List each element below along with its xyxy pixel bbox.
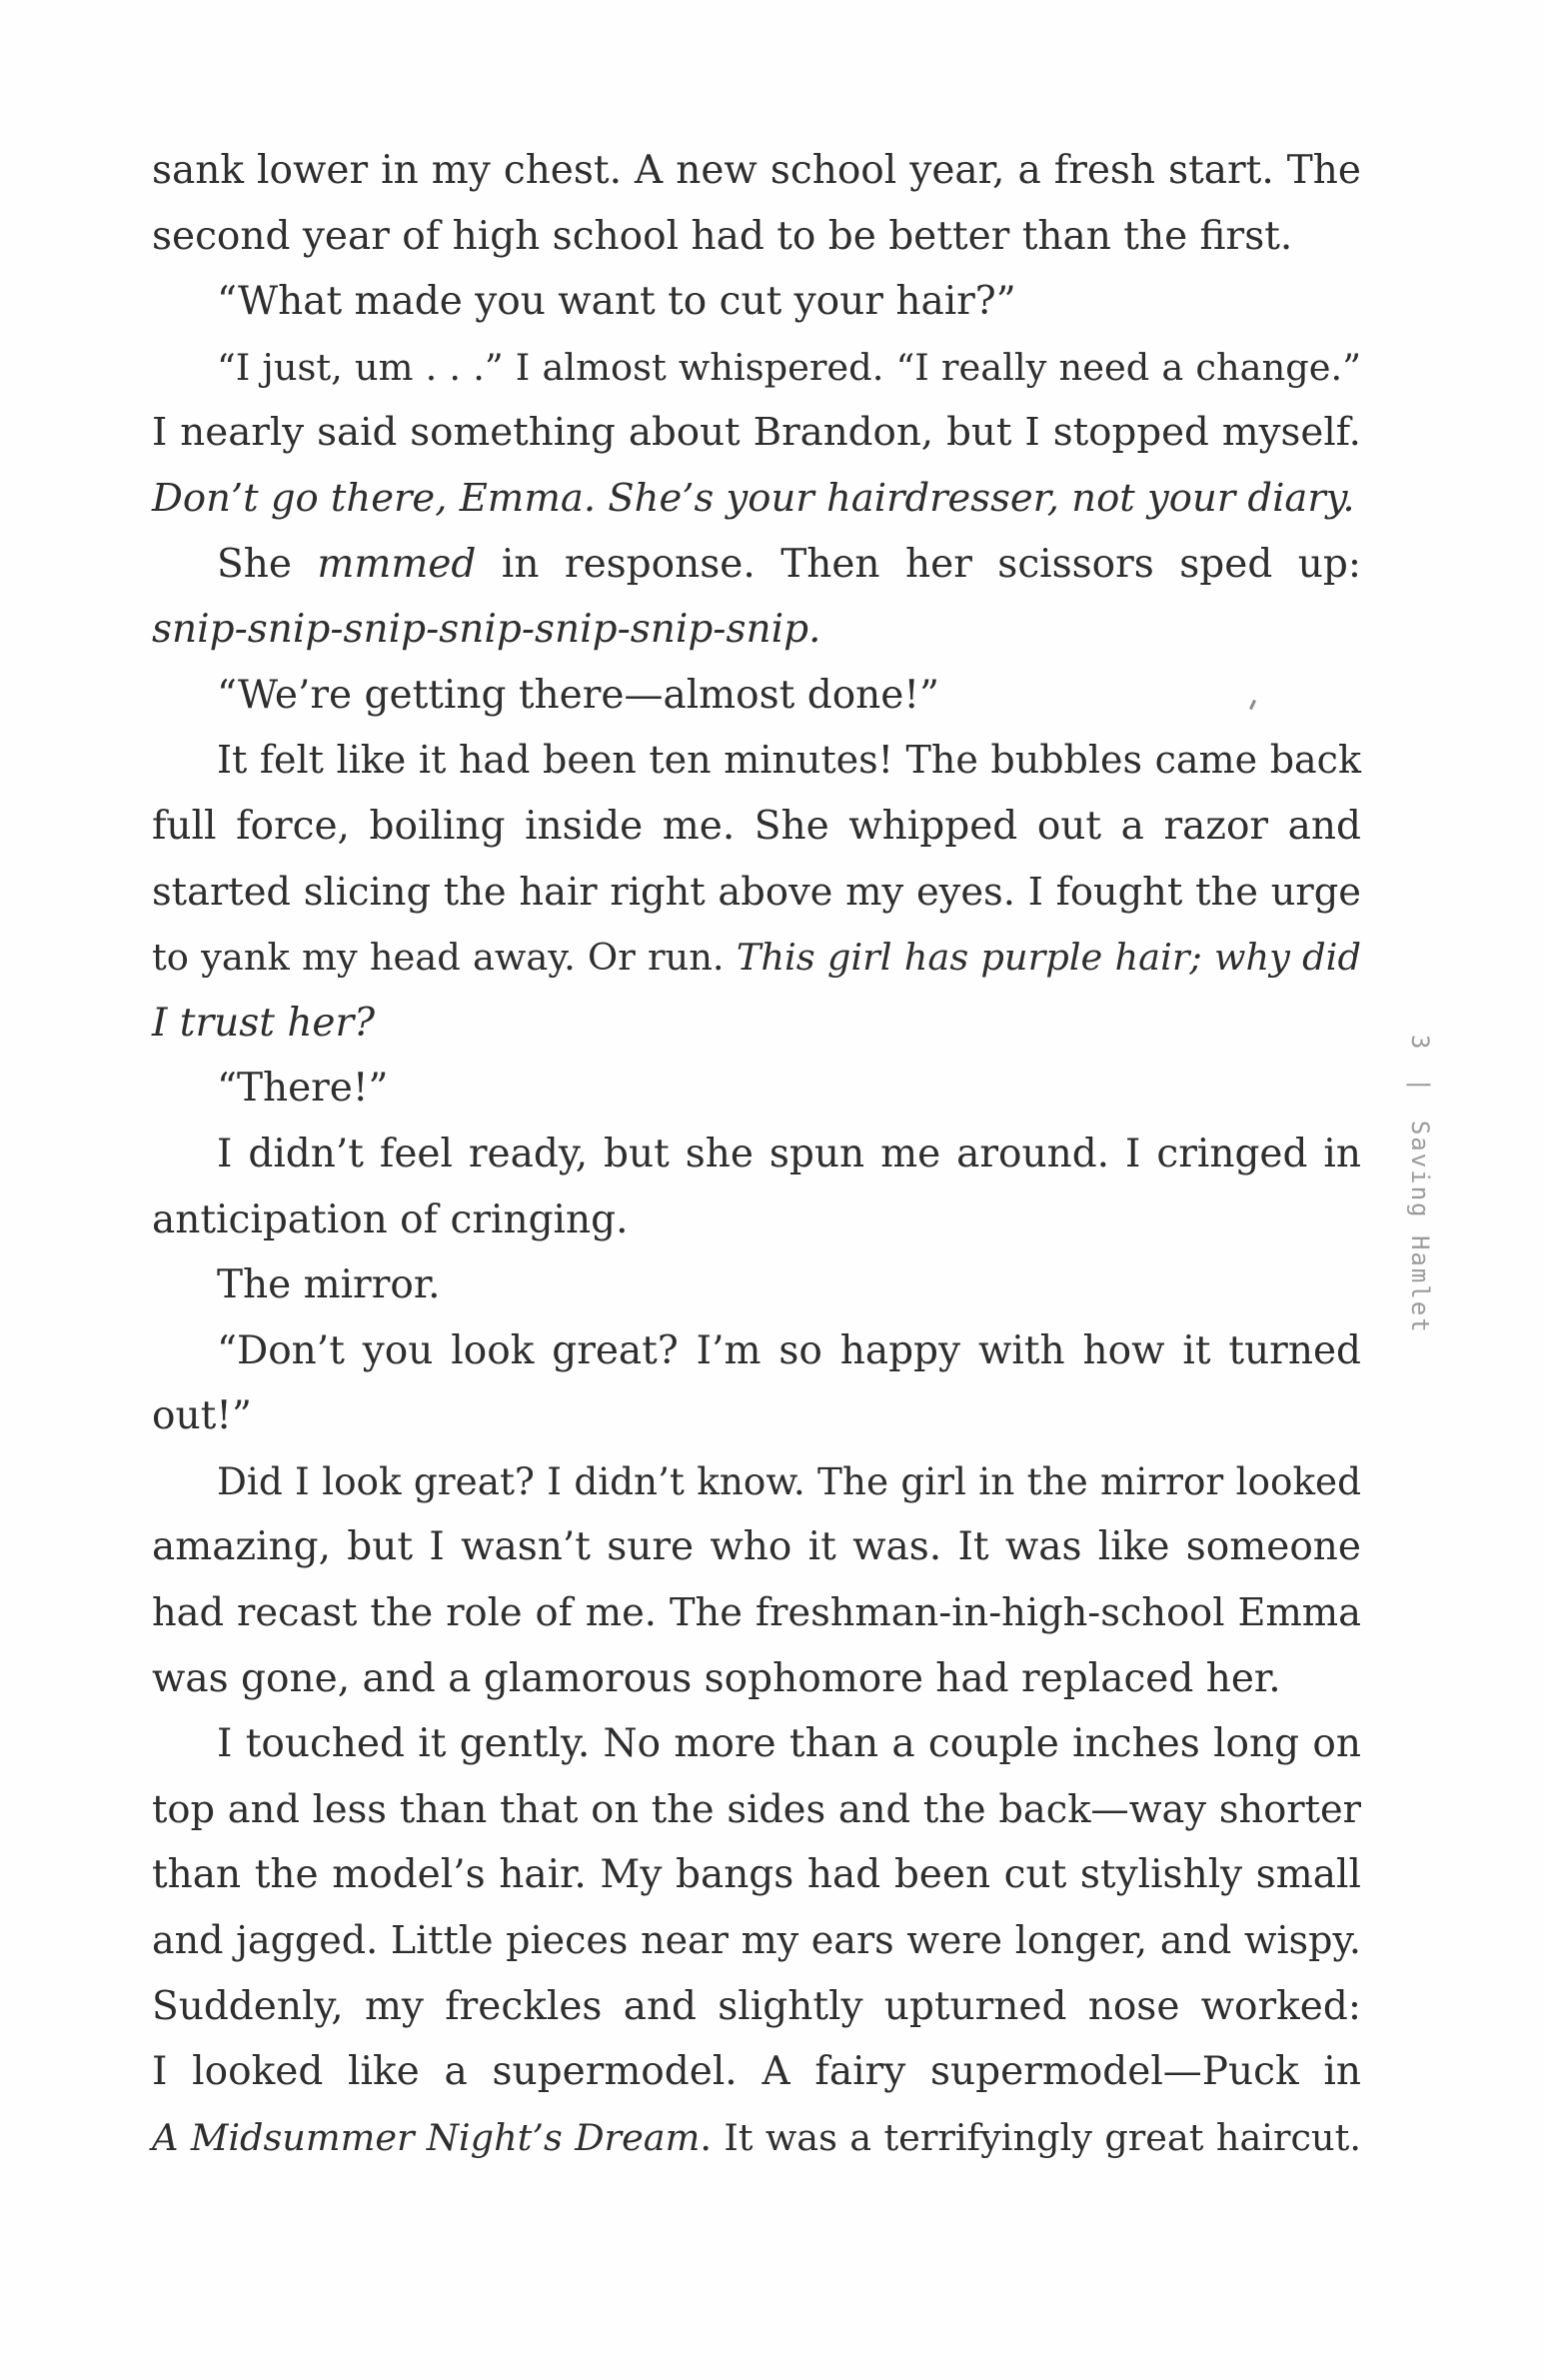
italic-title: A Midsummer Night’s Dream [152, 2115, 701, 2159]
text-line: It felt like it had been ten minutes! The bubbles came back [217, 738, 1361, 783]
running-head [1394, 1035, 1434, 1414]
text-line [152, 466, 1361, 532]
text-line [152, 925, 1361, 991]
text-line: anticipation of cringing. [152, 1196, 629, 1242]
text-line: and jagged. Little pieces near my ears were longer, and wispy. [152, 1918, 1361, 1963]
body-text [152, 138, 1361, 2170]
italic-word: mmmed [317, 541, 477, 587]
running-head-separator: | [1406, 1077, 1434, 1095]
text-line: out!” [152, 1393, 252, 1439]
page-number: 3 [1406, 1035, 1434, 1052]
text-line: amazing, but I wasn’t sure who it was. It was like someone [152, 1524, 1361, 1570]
text-line: “There!” [217, 1066, 389, 1112]
text-line [152, 2105, 1361, 2171]
text-line: full force, boiling inside me. She whipped out a razor and [152, 803, 1361, 849]
text-line: top and less than that on the sides and the back—way shorter [152, 1786, 1361, 1832]
text-line: had recast the role of me. The freshman-in-high-school Emma [152, 1590, 1361, 1636]
text-segment: in response. Then her scissors sped up: [476, 541, 1361, 587]
text-line [152, 532, 1361, 598]
text-line: Suddenly, my freckles and slightly upturned nose worked: [152, 1983, 1361, 2029]
text-segment: . It was a terrifyingly great haircut. [700, 2115, 1361, 2159]
book-title: Saving Hamlet [1406, 1120, 1434, 1334]
text-line: was gone, and a glamorous sophomore had replaced her. [152, 1655, 1281, 1701]
text-line: I didn’t feel ready, but she spun me around. I cringed in [217, 1131, 1361, 1177]
text-line: sank lower in my chest. A new school year, a fresh start. The [152, 148, 1361, 193]
text-line: I nearly said something about Brandon, but I stopped myself. [152, 410, 1361, 456]
italic-thought: I trust her? [152, 1000, 376, 1046]
italic-thought: This girl has purple hair; why did [736, 936, 1361, 980]
text-line: Did I look great? I didn’t know. The girl in the mirror looked [217, 1458, 1361, 1503]
text-line: “What made you want to cut your hair?” [217, 279, 1016, 325]
italic-thought: Don’t go there, Emma. She’s your hairdresser, not your diary. [152, 475, 1355, 521]
text-line: started slicing the hair right above my eyes. I fought the urge [152, 869, 1361, 915]
text-segment: She [217, 541, 318, 587]
text-line [152, 597, 1361, 663]
text-line: The mirror. [217, 1262, 441, 1308]
italic-sound: snip-snip-snip-snip-snip-snip-snip. [152, 607, 821, 653]
text-line: I touched it gently. No more than a couple inches long on [217, 1721, 1361, 1767]
text-line: “We’re getting there—almost done!” [217, 672, 939, 718]
text-line [152, 991, 1361, 1057]
text-line: second year of high school had to be better than the first. [152, 213, 1293, 259]
text-segment: to yank my head away. Or run. [152, 936, 737, 980]
text-line: “Don’t you look great? I’m so happy with how it turned [217, 1327, 1361, 1373]
text-line: “I just, um . . .” I almost whispered. “I really need a change.” [217, 345, 1361, 389]
text-line: I looked like a supermodel. A fairy supermodel—Puck in [152, 2049, 1361, 2095]
text-line: than the model’s hair. My bangs had been cut stylishly small [152, 1852, 1361, 1898]
